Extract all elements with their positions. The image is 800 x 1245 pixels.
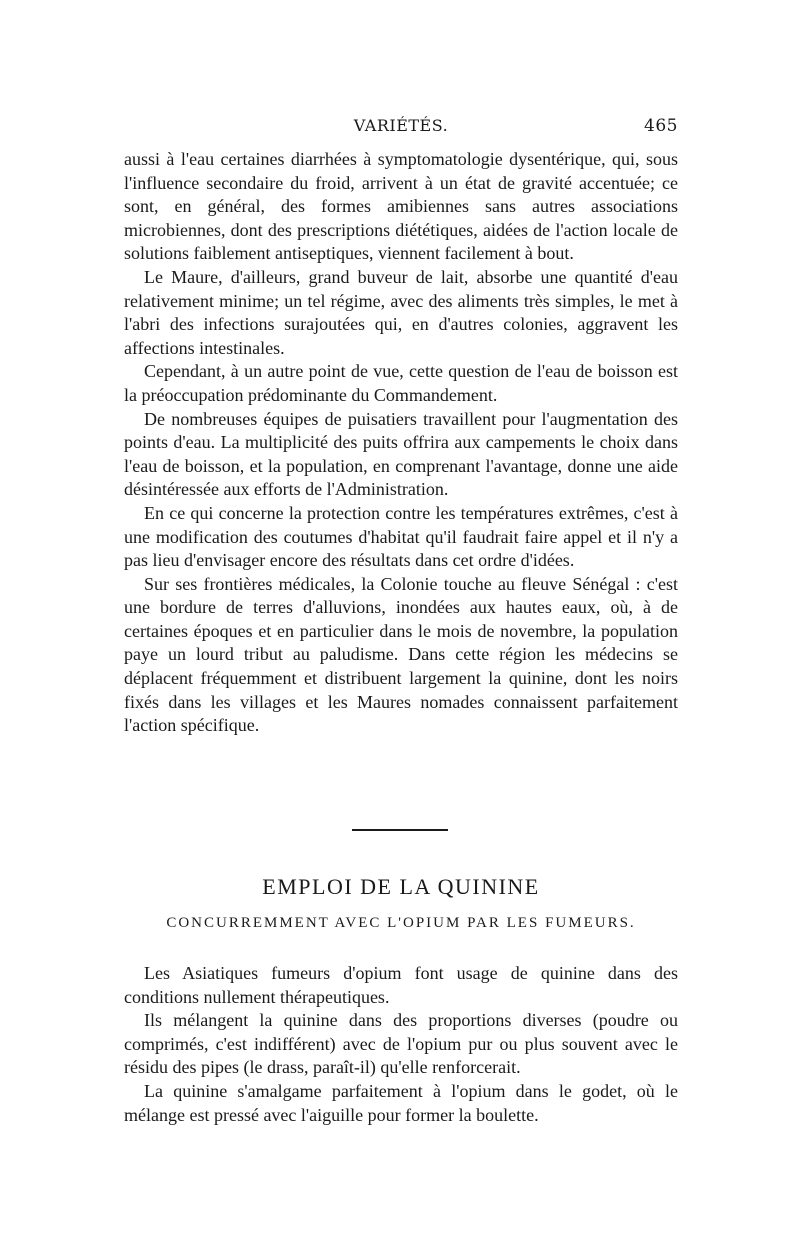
paragraph: De nombreuses équipes de puisatiers travaillent pour l'augmentation des points d'eau. La multiplicité des puits offrira aux campements le choix dans l'eau de boisson, et la population, en comprenant l'avantage, donne une aide désintéressée aux efforts de l'Administration. — [124, 408, 678, 500]
section-subtitle: CONCURREMMENT AVEC L'OPIUM PAR LES FUMEURS. — [166, 915, 636, 931]
paragraph: Le Maure, d'ailleurs, grand buveur de lait, absorbe une quantité d'eau relativement minime; un tel régime, avec des aliments très simples, le met à l'abri des infections surajoutées qui, en d'autres colonies, aggravent les affections intestinales. — [124, 266, 678, 358]
paragraph: La quinine s'amalgame parfaitement à l'opium dans le godet, où le mélange est pressé avec l'aiguille pour former la boulette. — [124, 1080, 678, 1125]
section-title: EMPLOI DE LA QUININE — [262, 874, 540, 899]
page-number: 465 — [644, 116, 678, 136]
main-text — [124, 148, 678, 738]
running-head — [124, 112, 678, 140]
paragraph: Ils mélangent la quinine dans des proportions diverses (poudre ou comprimés, c'est indifférent) avec de l'opium pur ou plus souvent avec le résidu des pipes (le drass, paraît-il) qu'elle renforcerait. — [124, 1010, 678, 1078]
section-text — [124, 962, 678, 1127]
paragraph: Les Asiatiques fumeurs d'opium font usage de quinine dans des conditions nullement thérapeutiques. — [124, 963, 678, 1007]
paragraph: aussi à l'eau certaines diarrhées à symptomatologie dysentérique, qui, sous l'influence secondaire du froid, arrivent à un état de gravité accentuée; ce sont, en général, des formes amibiennes sans autres associations microbiennes, dont des prescriptions diététiques, aidées de l'action locale de solutions faiblement antiseptiques, viennent facilement à bout. — [124, 149, 678, 264]
section-divider — [352, 829, 448, 831]
paragraph: En ce qui concerne la protection contre les températures extrêmes, c'est à une modification des coutumes d'habitat qu'il faudrait faire appel et il n'y a pas lieu d'envisager encore des résultats dans cet ordre d'idées. — [124, 502, 678, 571]
running-head-title: VARIÉTÉS. — [353, 116, 449, 135]
paragraph: Cependant, à un autre point de vue, cette question de l'eau de boisson est la préoccupation prédominante du Commandement. — [124, 361, 678, 405]
paragraph: Sur ses frontières médicales, la Colonie touche au fleuve Sénégal : c'est une bordure de terres d'alluvions, inondées aux hautes eaux, où, à de certaines époques et en particulier dans le mois de novembre, la population paye un lourd tribut au paludisme. Dans cette région les médecins se déplacent fréquemment et distribuent largement la quinine, dont les noirs fixés dans les villages et les Maures nomades connaissent parfaitement l'action spécifique. — [124, 573, 678, 736]
